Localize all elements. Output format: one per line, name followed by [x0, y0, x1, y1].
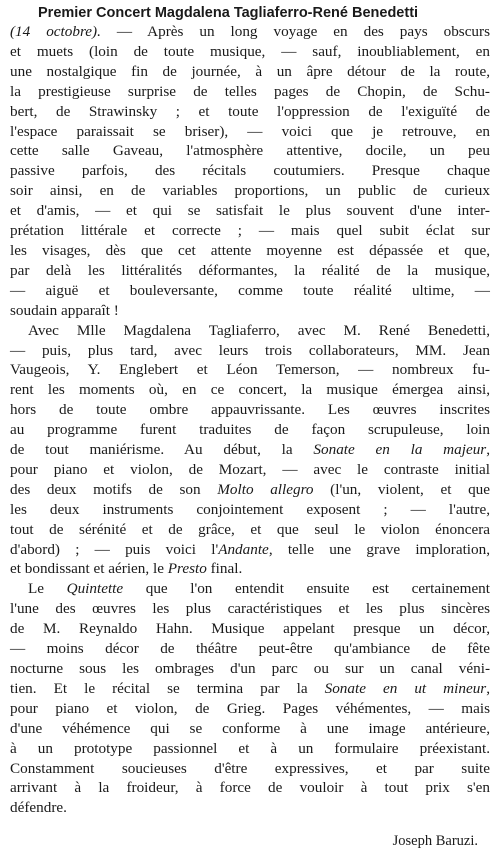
text-line: Vaugeois, Y. Englebert et Léon Temerson, — nombreux fu-: [10, 361, 490, 379]
text-line: par delà les littéralités déformantes, la réalité de la musique,: [10, 261, 490, 279]
text-line: hors de toute ombre appauvrissante. Les œuvres inscrites: [10, 401, 490, 419]
date-italic: (14 octobre).: [10, 23, 101, 40]
text-line: les deux instruments conjointement exposent ; — l'autre,: [10, 500, 490, 518]
text-line: soir ainsi, en de variables proportions, un public de curieux: [10, 182, 490, 200]
text-line: à un prototype passionnel et à un formulaire préexistant.: [10, 739, 490, 757]
text-line: pour piano et violon, de Grieg. Pages véhémentes, — mais: [10, 699, 490, 717]
paragraph-3: [10, 579, 490, 818]
text-line: prétation littérale et correcte ; — mais quel subit éclat sur: [10, 222, 490, 240]
text-line: cette salle Gaveau, l'atmosphère attentive, docile, un peu: [10, 142, 490, 160]
text-line: les visages, dès que cet attente moyenne est dépassée et que,: [10, 241, 490, 259]
text-line: Constamment soucieuses d'être expressives, et par suite: [10, 759, 490, 777]
text-line: des deux motifs de son Molto allegro (l'un, violent, et que: [10, 480, 491, 498]
text-line: tout de sérénité et de grâce, et que seul le violon énoncera: [10, 520, 490, 538]
italic-work-title: Presto: [167, 560, 207, 578]
text-line: l'espace paraissait se briser), — voici que je retrouve, en: [10, 122, 490, 140]
text-line: nocturne sous les ombrages d'un parc ou sur un canal véni-: [10, 660, 490, 677]
text-line: Le Quintette que l'on entendit ensuite est certainement: [28, 580, 490, 598]
text-line: défendre.: [10, 799, 67, 817]
text-line: au programme furent traduites de façon scrupuleuse, loin: [10, 421, 490, 439]
text-line: de M. Reynaldo Hahn. Musique appelant presque un décor,: [10, 620, 490, 638]
text-line: passive parfois, des récitals coutumiers. Presque chaque: [10, 162, 490, 180]
paragraph-1: [10, 22, 490, 321]
text-line: d'abord) ; — puis voici l'Andante, telle une grave imploration,: [10, 540, 490, 558]
signature: Joseph Baruzi.: [392, 832, 478, 849]
italic-work-title: Andante: [218, 540, 269, 558]
text-line: et bondissant et aérien, le Presto final.: [10, 560, 243, 578]
text-line: tien. Et le récital se termina par la Sonate en ut mineur,: [10, 679, 491, 697]
italic-work-title: Molto allegro: [217, 480, 314, 498]
text-line: soudain apparaît !: [10, 301, 119, 319]
text-line: d'une véhémence qui se conforme à une image antérieure,: [10, 719, 490, 737]
italic-work-title: Sonate en la majeur: [313, 441, 487, 459]
text-line: pour piano et violon, de Mozart, — avec le contraste initial: [10, 460, 490, 478]
text-line: et muets (loin de toute musique, — sauf, inoubliablement, en: [10, 42, 490, 60]
text-line: — aiguë et bouleversante, comme toute réalité ultime, —: [10, 281, 490, 299]
text-line: l'une des œuvres les plus caractéristiques et les plus sincères: [10, 600, 490, 618]
article-title: Premier Concert Magdalena Tagliaferro-René Benedetti: [38, 5, 419, 21]
text-line: — moins décor de théâtre peut-être qu'ambiance de fête: [10, 640, 490, 658]
text-line: rent les moments où, en ce concert, la musique émergea ainsi,: [10, 381, 490, 399]
text-line: de tout maniérisme. Au début, la Sonate en la majeur,: [10, 441, 490, 459]
paragraph-2: [10, 321, 490, 580]
text-line: (14 octobre). — Après un long voyage en des pays obscurs: [10, 23, 490, 40]
italic-work-title: Quintette: [66, 580, 124, 598]
text-line: arrivant à la froideur, à force de vouloir à tout prix s'en: [10, 779, 490, 797]
text-line: Avec Mlle Magdalena Tagliaferro, avec M. René Benedetti,: [28, 321, 490, 339]
text-line: une nostalgique fin de journée, à un âpre détour de la route,: [10, 62, 490, 80]
italic-work-title: Sonate en ut mineur: [324, 679, 487, 697]
text-line: — puis, plus tard, avec leurs trois collaborateurs, MM. Jean: [10, 341, 490, 359]
text-line: la prestigieuse surprise de telles pages de Chopin, de Schu-: [10, 82, 490, 100]
text-line: bert, de Strawinsky ; et toute l'oppression de l'exiguïté de: [10, 102, 490, 120]
text-line: et d'amis, — et qui se satisfait le plus souvent d'une inter-: [10, 202, 490, 220]
